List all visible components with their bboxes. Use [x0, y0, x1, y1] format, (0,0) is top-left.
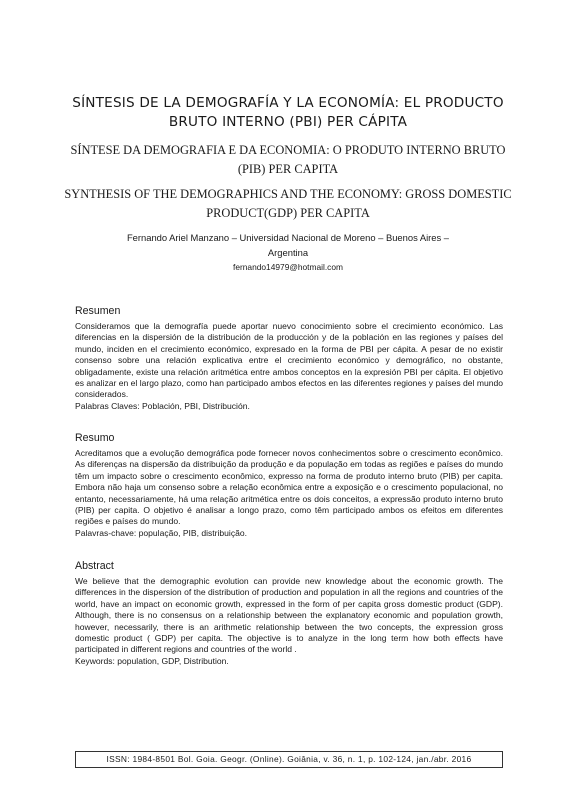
resumo-keywords: Palavras-chave: população, PIB, distribuição. [75, 527, 247, 538]
author-affiliation: Fernando Ariel Manzano – Universidad Nacional de Moreno – Buenos Aires – Argentina [126, 232, 450, 258]
title-spanish: SÍNTESIS DE LA DEMOGRAFÍA Y LA ECONOMÍA: EL PRODUCTO BRUTO INTERNO (PBI) PER CÁPITA [72, 95, 504, 130]
resumo-body [75, 448, 503, 539]
resumen-body [75, 321, 503, 412]
abstract-heading: Abstract [75, 560, 114, 572]
resumen-text: Consideramos que la demografía puede aportar nuevo conocimiento sobre el crecimiento económico. Las diferencias en la dispersión de la distribución de la producción y de la población en las regiones y países del mundo, inciden en el crecimiento económico, expresado en la forma de PBI per cápita. A pesar de no existir consenso sobre una relación explicativa entre el crecimiento económico y demográfico, no obstante, obligadamente, existe una relación aritmética entre ambos conceptos en la expresión PBI per cápita. El objetivo es analizar en el largo plazo, como han participado ambos efectos en las diferentes regiones y países del mundo considerados. [75, 321, 503, 400]
abstract-body [75, 576, 503, 667]
resumen-keywords: Palabras Claves: Población, PBI, Distribución. [75, 400, 250, 411]
author-email: fernando14979@hotmail.com [233, 262, 343, 272]
resumen-heading: Resumen [75, 305, 121, 317]
abstract-keywords: Keywords: population, GDP, Distribution. [75, 655, 229, 666]
resumo-text: Acreditamos que a evolução demográfica pode fornecer novos conhecimentos sobre o crescimento econômico. As diferenças na dispersão da distribuição da produção e da população em todas as regiões e países do mundo têm um impacto sobre o crescimento econômico, expresso na forma de produto interno bruto (PIB) per capita. Embora não haja um consenso sobre a relação econômica entre a exposição e o crescimento populacional, no entanto, necessariamente, há uma relação aritmética entre os dois conceitos, a expressão produto interno bruto (PIB) per capita. O objetivo é analisar a longo prazo, como têm participado ambos os efeitos em diferentes regiões e países do mundo. [75, 448, 503, 527]
abstract-text: We believe that the demographic evolution can provide new knowledge about the economic growth. The differences in the dispersion of the distribution of production and population in all the regions and countries of the world, have an impact on economic growth, expressed in the form of per capita gross domestic product (GDP). Although, there is no consensus on a relationship between the explanatory economic and population growth, however, necessarily, there is an arithmetic relationship between the two concepts, the expression gross domestic product ( GDP) per capita. The objective is to analyze in the long term how both effects have participated in different regions and countries of the world . [75, 576, 503, 655]
title-english: SYNTHESIS OF THE DEMOGRAPHICS AND THE ECONOMY: GROSS DOMESTIC PRODUCT(GDP) PER CAPITA [64, 187, 512, 220]
resumo-heading: Resumo [75, 432, 115, 444]
citation-footer: ISSN: 1984-8501 Bol. Goia. Geogr. (Online). Goiânia, v. 36, n. 1, p. 102-124, jan./abr. 2016 [75, 751, 503, 768]
title-portuguese: SÍNTESE DA DEMOGRAFIA E DA ECONOMIA: O PRODUTO INTERNO BRUTO (PIB) PER CAPITA [70, 143, 506, 176]
